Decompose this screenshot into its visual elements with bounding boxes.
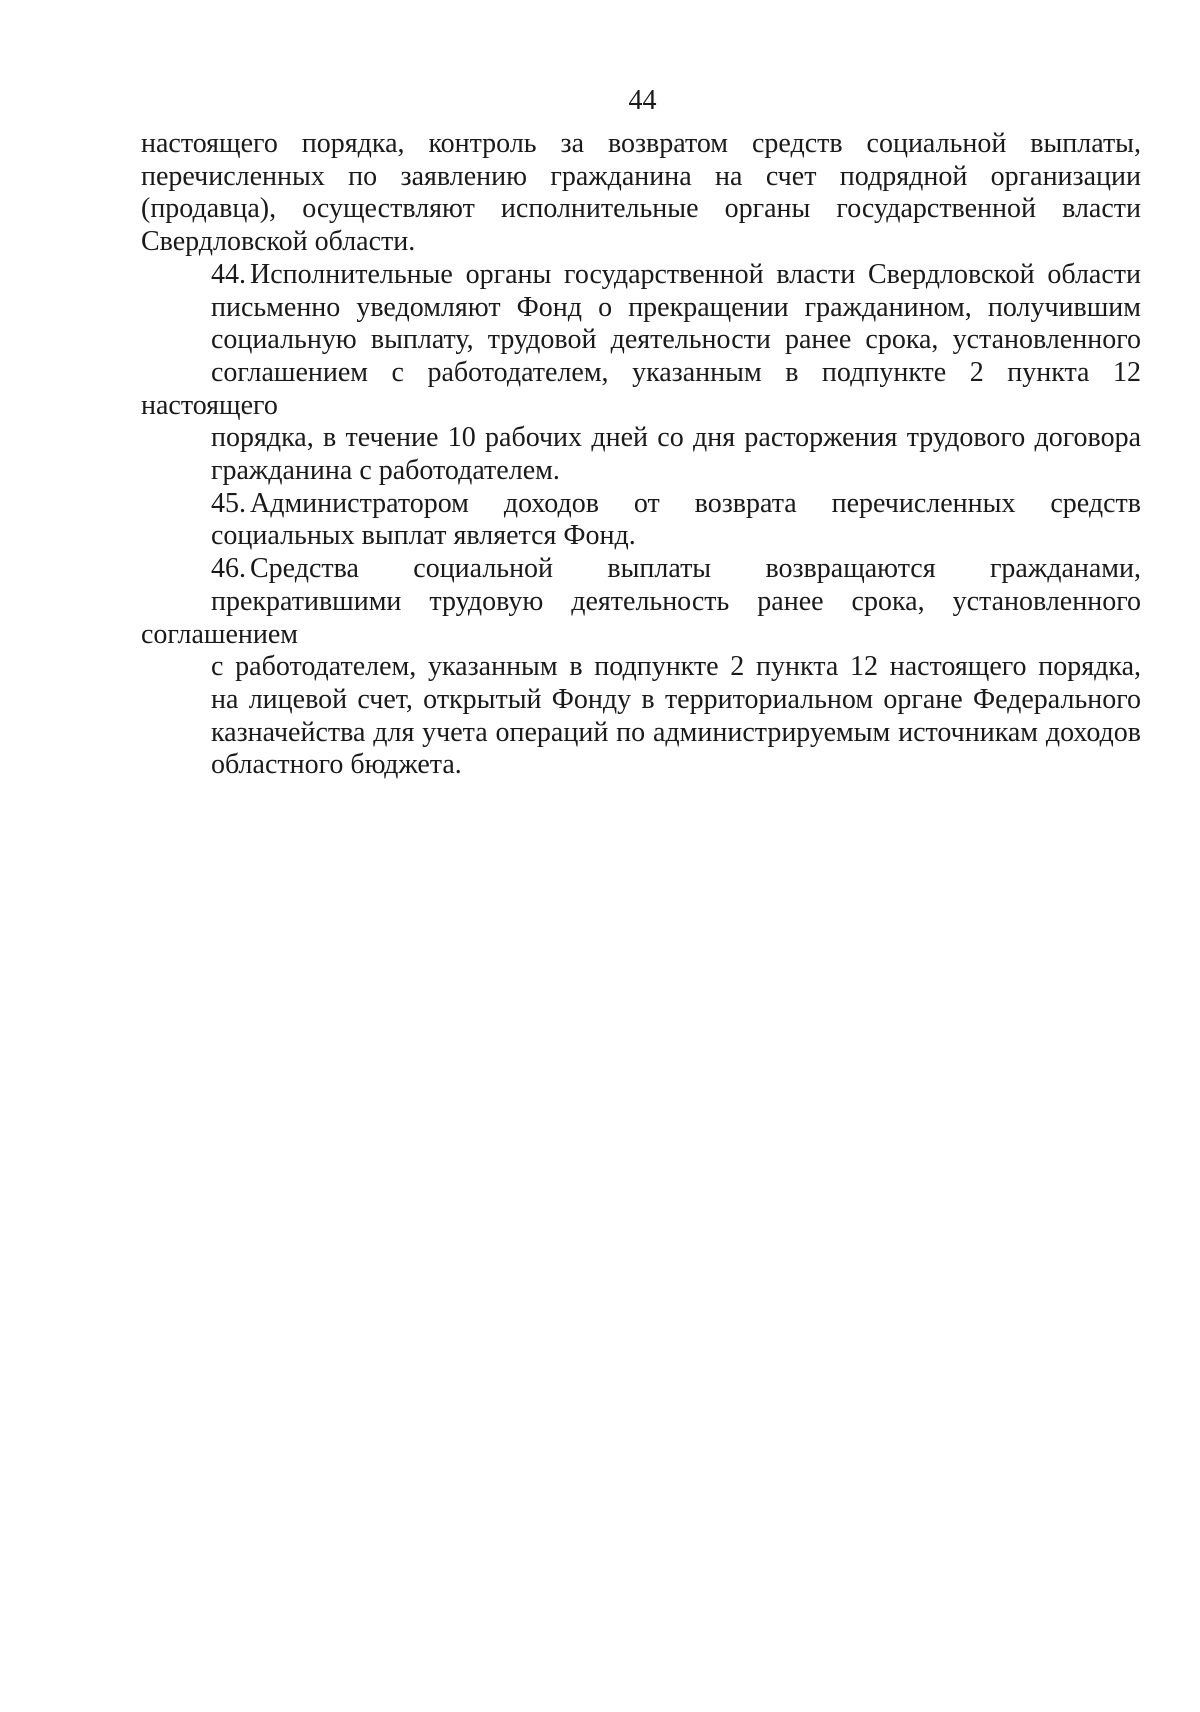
text-line-content: Администратором доходов от возврата перечисленных средств bbox=[250, 487, 1141, 519]
text-line: соглашением с работодателем, указанным в подпункте 2 пункта 12 настоящего bbox=[141, 356, 1141, 421]
text-line: Свердловской области. bbox=[141, 226, 416, 258]
text-line: социальных выплат является Фонд. bbox=[211, 520, 636, 552]
text-line: порядка, в течение 10 рабочих дней со дня расторжения трудового договора bbox=[211, 422, 1141, 454]
paragraph-45 bbox=[141, 488, 1141, 553]
text-line: социальную выплату, трудовой деятельности ранее срока, установленного bbox=[211, 324, 1141, 356]
document-body bbox=[141, 128, 1141, 782]
page-number: 44 bbox=[628, 85, 657, 116]
text-line: областного бюджета. bbox=[211, 749, 462, 781]
text-line: прекратившими трудовую деятельность ранее срока, установленного соглашением bbox=[141, 585, 1141, 650]
text-line bbox=[141, 553, 1141, 586]
paragraph-continuation bbox=[141, 128, 1141, 259]
text-line bbox=[141, 259, 1141, 292]
text-line-content: Средства социальной выплаты возвращаются гражданами, bbox=[250, 553, 1141, 585]
text-line: с работодателем, указанным в подпункте 2 пункта 12 настоящего порядка, bbox=[211, 651, 1141, 683]
paragraph-46 bbox=[141, 553, 1141, 782]
text-line: казначейства для учета операций по администрируемым источникам доходов bbox=[211, 716, 1141, 748]
paragraph-number: 45. bbox=[211, 487, 246, 519]
text-line: перечисленных по заявлению гражданина на счет подрядной организации bbox=[141, 160, 1141, 192]
paragraph-number: 44. bbox=[211, 258, 246, 290]
paragraph-number: 46. bbox=[211, 553, 246, 585]
text-line bbox=[141, 488, 1141, 521]
text-line: гражданина с работодателем. bbox=[211, 455, 560, 487]
text-line: на лицевой счет, открытый Фонду в территориальном органе Федерального bbox=[211, 683, 1141, 715]
text-line: настоящего порядка, контроль за возвратом средств социальной выплаты, bbox=[141, 128, 1141, 159]
text-line: (продавца), осуществляют исполнительные органы государственной власти bbox=[141, 193, 1141, 225]
text-line: письменно уведомляют Фонд о прекращении гражданином, получившим bbox=[211, 291, 1141, 323]
text-line-content: Исполнительные органы государственной власти Свердловской области bbox=[250, 258, 1141, 290]
paragraph-44 bbox=[141, 259, 1141, 488]
